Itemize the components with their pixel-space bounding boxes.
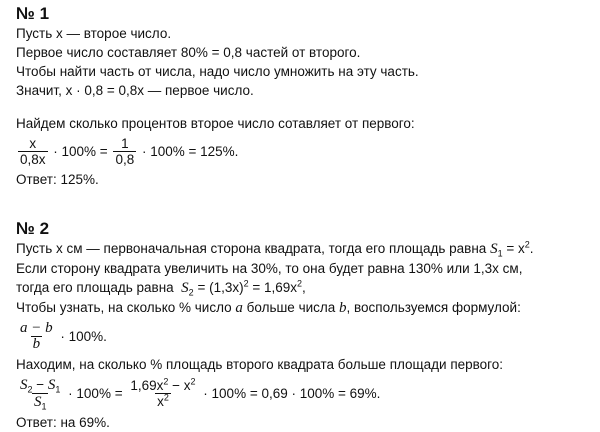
task-1-answer: Ответ: 125%. <box>16 172 99 187</box>
task-1-line-2: Первое число составляет 80% = 0,8 частей от второго. <box>16 45 361 60</box>
superscript: 2 <box>524 239 530 250</box>
subscript: 1 <box>55 384 61 395</box>
fraction-numerator <box>18 377 62 393</box>
task-1-line-1: Пусть x — второе число. <box>16 26 172 41</box>
task-2-line-2: Если сторону квадрата увеличить на 30%, то она будет равна 130% или 1,3x см, <box>16 261 523 276</box>
var-s: S <box>181 280 189 296</box>
spacer <box>16 100 591 114</box>
text: больше числа <box>242 300 340 315</box>
fraction-numerator: a − b <box>20 320 53 336</box>
task-1-heading: № 1 <box>16 4 50 23</box>
fraction-denominator <box>155 393 171 409</box>
text: , <box>302 280 306 295</box>
text: . <box>529 241 534 256</box>
fraction-denominator: 0,8x <box>20 152 46 167</box>
formula-text: · 100% = <box>49 143 112 159</box>
var-s: S <box>490 241 498 257</box>
text: x <box>157 394 164 409</box>
fraction-1-over-0-8 <box>113 136 136 167</box>
fraction-1-69x2-minus-x2-over-x2 <box>128 378 197 409</box>
fraction-x-over-0-8x <box>18 136 48 167</box>
subscript: 2 <box>27 384 33 395</box>
text: тогда его площадь равна <box>16 280 182 295</box>
subscript: 1 <box>497 248 503 259</box>
text: Пусть x см — первоначальная сторона квадрата, тогда его площадь равна <box>16 241 491 256</box>
fraction-numerator <box>128 378 197 393</box>
text: 1,69x <box>130 378 164 393</box>
task-1-line-3: Чтобы найти часть от числа, надо число умножить на эту часть. <box>16 64 419 79</box>
fraction-a-minus-b-over-b <box>18 321 55 352</box>
spacer <box>16 189 591 219</box>
fraction-denominator <box>32 393 49 410</box>
text: Чтобы узнать, на сколько % число <box>16 300 236 315</box>
formula-text: · 100% = 0,69 · 100% = 69%. <box>199 385 381 401</box>
fraction-denominator: 0,8 <box>115 152 135 167</box>
var-s: S <box>47 377 56 393</box>
superscript: 2 <box>163 392 169 403</box>
task-1-formula <box>16 136 591 167</box>
superscript: 2 <box>243 278 249 289</box>
var-s: S <box>20 377 28 393</box>
task-2-line-1 <box>16 239 591 259</box>
superscript: 2 <box>163 376 169 387</box>
text: , воспользуемся формулой: <box>346 300 521 315</box>
superscript: 2 <box>190 376 196 387</box>
fraction-numerator: x <box>29 136 37 151</box>
text: = x <box>502 241 525 256</box>
superscript: 2 <box>297 278 303 289</box>
task-2-formula-percent <box>16 321 591 352</box>
subscript: 2 <box>188 287 194 298</box>
text: − x <box>168 378 191 393</box>
task-2-line-4 <box>16 298 591 318</box>
formula-text: · 100% = <box>64 385 127 401</box>
text: − <box>32 377 48 392</box>
task-2-answer: Ответ: на 69%. <box>16 415 110 430</box>
task-2-line-3 <box>16 278 591 298</box>
formula-text: · 100%. <box>56 328 107 344</box>
formula-text: · 100% = 125%. <box>138 143 239 159</box>
text: = (1,3x) <box>193 280 244 295</box>
var-a: a <box>235 300 243 316</box>
fraction-denominator: b <box>32 336 41 352</box>
solution-page <box>16 4 591 432</box>
task-1-line-5: Найдем сколько процентов второе число сотавляет от первого: <box>16 116 415 131</box>
fraction-s2-minus-s1-over-s1 <box>18 377 62 410</box>
var-s: S <box>33 394 42 410</box>
task-2-heading: № 2 <box>16 219 50 238</box>
task-2-formula-area <box>16 377 591 410</box>
text: = 1,69x <box>248 280 298 295</box>
fraction-numerator: 1 <box>121 136 129 151</box>
var-b: b <box>339 300 347 316</box>
task-1-line-4: Значит, x · 0,8 = 0,8x — первое число. <box>16 83 254 98</box>
subscript: 1 <box>41 401 47 412</box>
task-2-line-5: Находим, на сколько % площадь второго квадрата больше площади первого: <box>16 357 504 372</box>
